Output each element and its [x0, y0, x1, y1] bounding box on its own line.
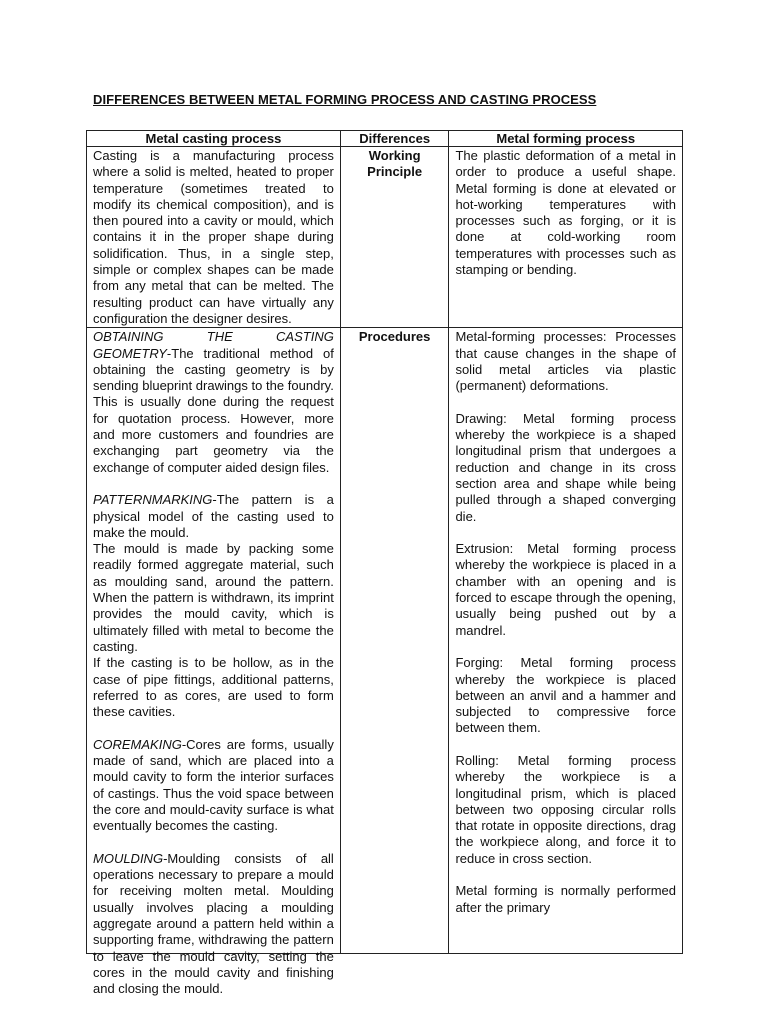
obtaining-geometry-text: -The traditional method of obtaining the casting geometry is by sending blueprint drawings to the foundry. This is usually done during the request for quotation process. However, more and more customers and foundries are exchanging part geometry via the exchange of computer aided design files. — [93, 345, 334, 475]
header-metal-casting: Metal casting process — [87, 131, 341, 147]
procedures-label: Procedures — [340, 328, 449, 954]
moulding-term: MOULDING — [93, 850, 164, 866]
casting-working-principle-cell — [87, 147, 341, 328]
forming-procedures-cell — [449, 328, 683, 954]
working-principle-label: Working Principle — [340, 147, 449, 328]
table-header-row — [87, 131, 683, 147]
casting-procedures-content — [93, 329, 334, 997]
forming-intro-paragraph: Metal-forming processes: Processes that cause changes in the shape of solid metal articles via plastic (permanent) deformations. — [455, 329, 676, 394]
forming-working-principle-text: The plastic deformation of a metal in order to produce a useful shape. Metal forming is done at elevated or hot-working temperatures with processes such as forging, or it is done at cold-working room temperatures with processes such as stamping or bending. — [455, 148, 676, 278]
comparison-table — [86, 130, 683, 997]
coremaking-text: -Cores are forms, usually made of sand, which are placed into a mould cavity to form the interior surfaces of castings. Thus the void space between the core and mould-cavity surface is what eventually becomes the casting. — [93, 736, 334, 834]
moulding-text: -Moulding consists of all operations necessary to prepare a mould for receiving molten metal. Moulding usually involves placing a moulding aggregate around a pattern held within a supporting frame, withdrawing the pattern to leave the mould cavity, setting the cores in the mould cavity and finishing and closing the mould. — [93, 850, 334, 997]
obtaining-geometry-term: OBTAINING THE CASTING GEOMETRY — [93, 329, 334, 361]
rolling-paragraph: Rolling: Metal forming process whereby the workpiece is a longitudinal prism, which is placed between two opposing circular rolls that rotate in opposite directions, drag the workpiece along, and force it to reduce in cross section. — [455, 752, 676, 866]
casting-procedures-cell — [87, 328, 341, 997]
moulding-paragraph — [93, 851, 334, 998]
patternmarking-term: PATTERNMARKING — [93, 492, 213, 508]
forming-closing-paragraph: Metal forming is normally performed after the primary — [455, 883, 676, 915]
table-row-working-principle — [87, 147, 683, 328]
extrusion-paragraph: Extrusion: Metal forming process whereby the workpiece is placed in a chamber with an opening and is forced to escape through the opening, usually being pushed out by a mandrel. — [455, 541, 676, 638]
coremaking-term: COREMAKING — [93, 736, 182, 752]
patternmarking-paragraph — [93, 492, 334, 541]
patternmarking-text: -The pattern is a physical model of the casting used to make the mould. — [93, 492, 334, 540]
forming-procedures-content — [455, 329, 676, 953]
drawing-paragraph: Drawing: Metal forming process whereby the workpiece is a shaped longitudinal prism that undergoes a reduction and change in its cross section area and shape while being pulled through a shaped converging die. — [455, 410, 676, 524]
casting-working-principle-text: Casting is a manufacturing process where a solid is melted, heated to proper temperature (sometimes treated to modify its chemical composition), and is then poured into a cavity or mould, which contains it in the proper shape during solidification. Thus, in a single step, simple or complex shapes can be made from any metal that can be melted. The resulting product can have virtually any configuration the designer desires. — [93, 148, 334, 326]
header-differences: Differences — [340, 131, 449, 147]
mould-paragraph: The mould is made by packing some readily formed aggregate material, such as moulding sand, around the pattern. When the pattern is withdrawn, its imprint provides the mould cavity, which is ultimately filled with metal to become the casting. — [93, 541, 334, 654]
obtaining-geometry-paragraph — [93, 329, 334, 476]
forming-working-principle-cell — [449, 147, 683, 328]
forging-paragraph: Forging: Metal forming process whereby the workpiece is placed between an anvil and a hammer and subjected to compressive force between them. — [455, 655, 676, 736]
coremaking-paragraph — [93, 737, 334, 835]
table-row-procedures — [87, 328, 683, 954]
hollow-casting-paragraph: If the casting is to be hollow, as in the case of pipe fittings, additional patterns, referred to as cores, are used to form these cavities. — [93, 655, 334, 720]
header-metal-forming: Metal forming process — [449, 131, 683, 147]
document-title: DIFFERENCES BETWEEN METAL FORMING PROCESS AND CASTING PROCESS — [93, 92, 597, 107]
